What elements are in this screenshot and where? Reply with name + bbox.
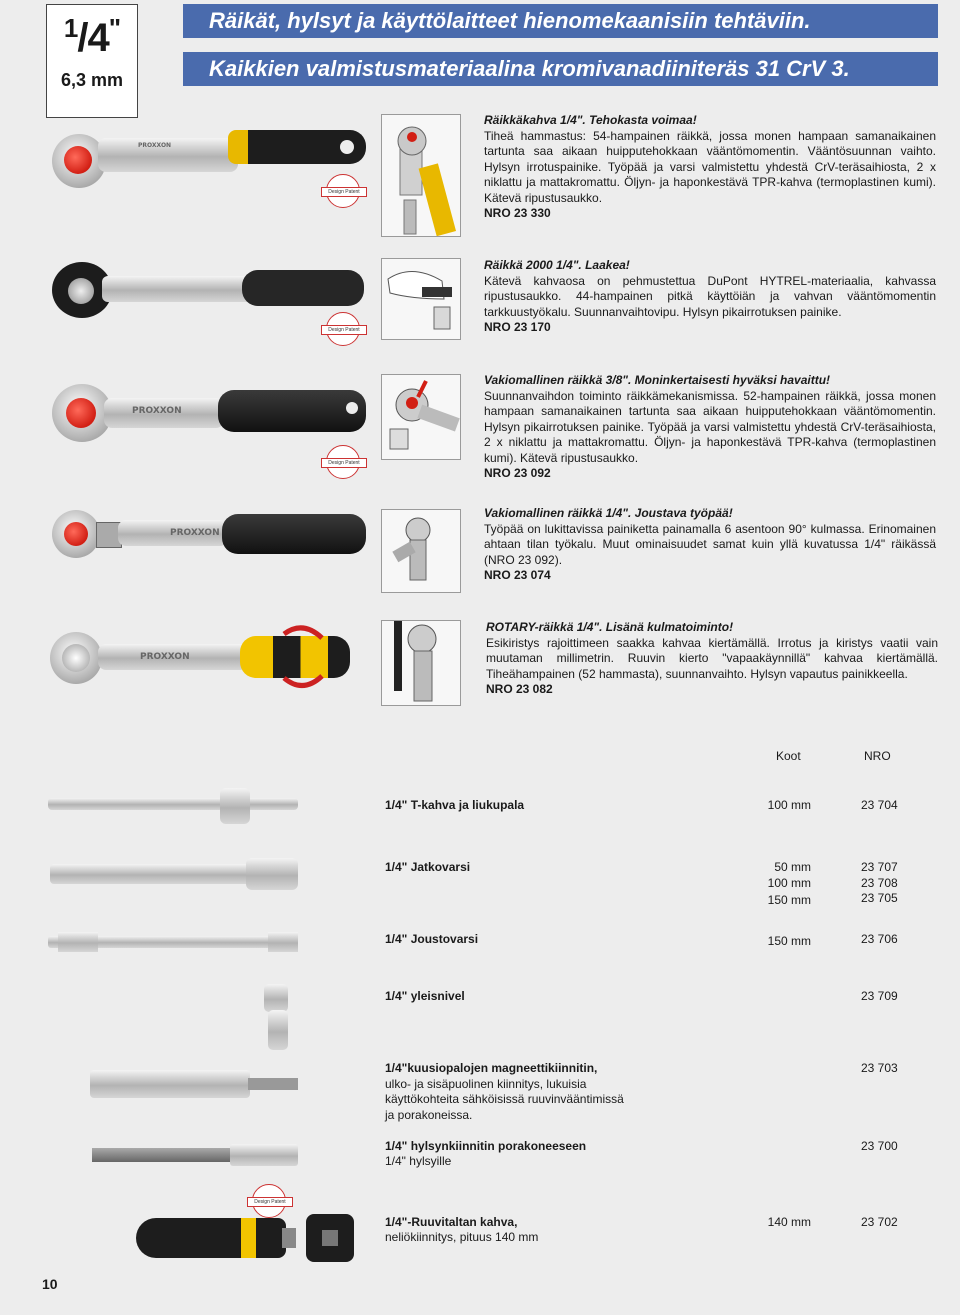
table-row-name: 1/4" yleisnivel bbox=[385, 989, 465, 1003]
table-row-name: 1/4" Joustovarsi bbox=[385, 932, 479, 946]
tool-flex-shaft bbox=[48, 932, 300, 954]
detail-photo bbox=[381, 620, 461, 706]
table-row-nro: 23 704 bbox=[861, 798, 898, 812]
table-row-size: 50 mm bbox=[774, 860, 811, 874]
table-row-nro: 23 700 bbox=[861, 1139, 898, 1153]
table-row-size: 150 mm bbox=[767, 893, 811, 907]
table-row-nro: 23 705 bbox=[861, 891, 898, 905]
product-body: Suunnanvaihdon toiminto räikkämekanismissa. 52-hampainen räikkä, jossa monen hampaan samanaikainen tartunta saa aikaan huipputehokkaan vääntömomentin. Hylsyn pikairrotuksen painike. Työpää ja varsi valmistettu yhdestä CrV-teräsaihiosta, 2 x niklattu ja mattakromattu. Öljyn- ja haponkestävä TPR-kahva (termoplastinen kumi). Kätevä ripustusaukko. bbox=[484, 388, 936, 465]
size-fraction: $^1$/4" bbox=[63, 13, 121, 60]
tool-screwdriver-handle bbox=[136, 1214, 368, 1262]
product-body: Esikiristys rajoittimeen saakka kahvaa kiertämällä. Irrotus ja kiristys vaatii vain muutaman millimetrin. Ruuvin kierto "vapaakäynnillä" kahvaa kiertämällä. Tiheähampainen (52 hammasta), suunnanvaihto. Hylsyn vapautus painikkeella. bbox=[486, 635, 938, 681]
table-row-size: 140 mm bbox=[767, 1215, 811, 1229]
tool-ratchet-23170 bbox=[52, 262, 364, 318]
tool-drill-socket-adapter bbox=[92, 1144, 298, 1166]
table-row-size: 100 mm bbox=[767, 876, 811, 890]
page-number: 10 bbox=[42, 1276, 58, 1292]
table-header-size: Koot bbox=[776, 749, 801, 763]
product-nro: NRO 23 092 bbox=[484, 466, 551, 480]
product-heading: Vakiomallinen räikkä 1/4". Joustava työpää! bbox=[484, 506, 733, 520]
brand-label: PROXXON bbox=[170, 528, 220, 538]
table-row-nro: 23 703 bbox=[861, 1061, 898, 1075]
brand-label: PROXXON bbox=[138, 142, 172, 149]
hand-ratchet-image bbox=[382, 259, 460, 339]
table-row-nro: 23 702 bbox=[861, 1215, 898, 1229]
detail-photo bbox=[381, 374, 461, 460]
table-row-sub: ja porakoneissa. bbox=[385, 1108, 473, 1122]
table-row-size: 150 mm bbox=[767, 934, 811, 948]
product-body: Kätevä kahvaosa on pehmustettua DuPont HYTREL-materiaalia, kahvassa ripustusaukko. 44-hampainen pitkä käyttöiän ja vahvan vääntömomentin tarkkuustyökalu. Suunnanvaihtovipu. Hylsyn pikairrotuksen painike. bbox=[484, 273, 936, 319]
tool-bit-holder bbox=[90, 1070, 298, 1098]
table-row-nro: 23 706 bbox=[861, 932, 898, 946]
table-row-name: 1/4" Jatkovarsi bbox=[385, 860, 471, 874]
tool-ratchet-23092 bbox=[52, 382, 367, 444]
product-heading: ROTARY-räikkä 1/4". Lisänä kulmatoiminto! bbox=[486, 620, 734, 634]
rotate-arrow-icon bbox=[278, 624, 328, 690]
table-row-size: 100 mm bbox=[767, 798, 811, 812]
tool-ratchet-23082 bbox=[50, 624, 350, 690]
product-desc-23092 bbox=[484, 373, 936, 482]
product-nro: NRO 23 074 bbox=[484, 568, 551, 582]
tool-ratchet-23330 bbox=[48, 128, 368, 194]
design-patent-stamp: Design Patent bbox=[252, 1184, 286, 1218]
product-heading: Räikkä 2000 1/4". Laakea! bbox=[484, 258, 630, 272]
table-row-nro: 23 707 bbox=[861, 860, 898, 874]
product-heading: Vakiomallinen räikkä 3/8". Moninkertaisesti hyväksi havaittu! bbox=[484, 373, 831, 387]
table-row-name: 1/4" T-kahva ja liukupala bbox=[385, 798, 525, 812]
brand-label: PROXXON bbox=[132, 406, 182, 416]
product-heading: Räikkäkahva 1/4". Tehokasta voimaa! bbox=[484, 113, 697, 127]
product-desc-23082 bbox=[486, 620, 938, 698]
flex-head-detail-image bbox=[382, 510, 460, 592]
product-body: Työpää on lukittavissa painiketta painamalla 6 asentoon 90° kulmassa. Erinomainen ahtaan tilan työkalu. Muut ominaisuudet samat kuin yllä kuvatussa 1/4" räikässä (NRO 23 092). bbox=[484, 521, 936, 567]
product-nro: NRO 23 170 bbox=[484, 320, 551, 334]
size-box bbox=[46, 4, 138, 118]
table-row-sub: käyttökohteita sähköisissä ruuvinvääntimissä bbox=[385, 1092, 624, 1106]
product-desc-23330 bbox=[484, 113, 936, 222]
tool-universal-joint bbox=[258, 984, 298, 1052]
table-row-nro: 23 708 bbox=[861, 876, 898, 890]
table-row-name: 1/4" hylsynkiinnitin porakoneeseen bbox=[385, 1139, 587, 1153]
product-nro: NRO 23 082 bbox=[486, 682, 553, 696]
brand-label: PROXXON bbox=[140, 652, 190, 662]
tool-extension-bar bbox=[50, 858, 300, 894]
table-row-name: 1/4"-Ruuvitaltan kahva, bbox=[385, 1215, 518, 1229]
design-patent-stamp: Design Patent bbox=[326, 312, 360, 346]
table-row-sub: neliökiinnitys, pituus 140 mm bbox=[385, 1230, 539, 1244]
table-header-nro: NRO bbox=[864, 749, 891, 763]
tool-ratchet-23074 bbox=[52, 506, 366, 560]
product-nro: NRO 23 330 bbox=[484, 206, 551, 220]
ratchet-detail-image bbox=[382, 115, 460, 236]
table-row-sub: ulko- ja sisäpuolinen kiinnitys, lukuisia bbox=[385, 1077, 587, 1091]
design-patent-stamp: Design Patent bbox=[326, 445, 360, 479]
detail-photo bbox=[381, 114, 461, 237]
table-row-sub: 1/4" hylsyille bbox=[385, 1154, 452, 1168]
detail-photo bbox=[381, 509, 461, 593]
product-desc-23170 bbox=[484, 258, 936, 336]
detail-photo bbox=[381, 258, 461, 340]
banner-subtitle: Kaikkien valmistusmateriaalina kromivanadiiniteräs 31 CrV 3. bbox=[183, 52, 938, 86]
table-row-nro: 23 709 bbox=[861, 989, 898, 1003]
product-desc-23074 bbox=[484, 506, 936, 584]
ratchet-head-detail-image bbox=[382, 375, 460, 459]
design-patent-stamp: Design Patent bbox=[326, 174, 360, 208]
banner-title: Räikät, hylsyt ja käyttölaitteet hienomekaanisiin tehtäviin. bbox=[183, 4, 938, 38]
product-body: Tiheä hammastus: 54-hampainen räikkä, jossa monen hampaan samanaikainen tartunta saa aikaan huipputehokkaan vääntömomentin. Vääntösuunnan vaihto. Hylsyn irrotuspainike. Työpää ja varsi valmistettu yhdestä CrV-teräsaihiosta, 2 x niklattu ja mattakromattu. Öljyn- ja haponkestävä TPR-kahva (termoplastinen kumi). Kätevä ripustusaukko. bbox=[484, 128, 936, 205]
table-row-name: 1/4"kuusiopalojen magneettikiinnitin, bbox=[385, 1061, 598, 1075]
rotary-detail-image bbox=[382, 621, 460, 705]
tool-t-handle bbox=[48, 788, 300, 828]
size-mm: 6,3 mm bbox=[60, 70, 124, 90]
